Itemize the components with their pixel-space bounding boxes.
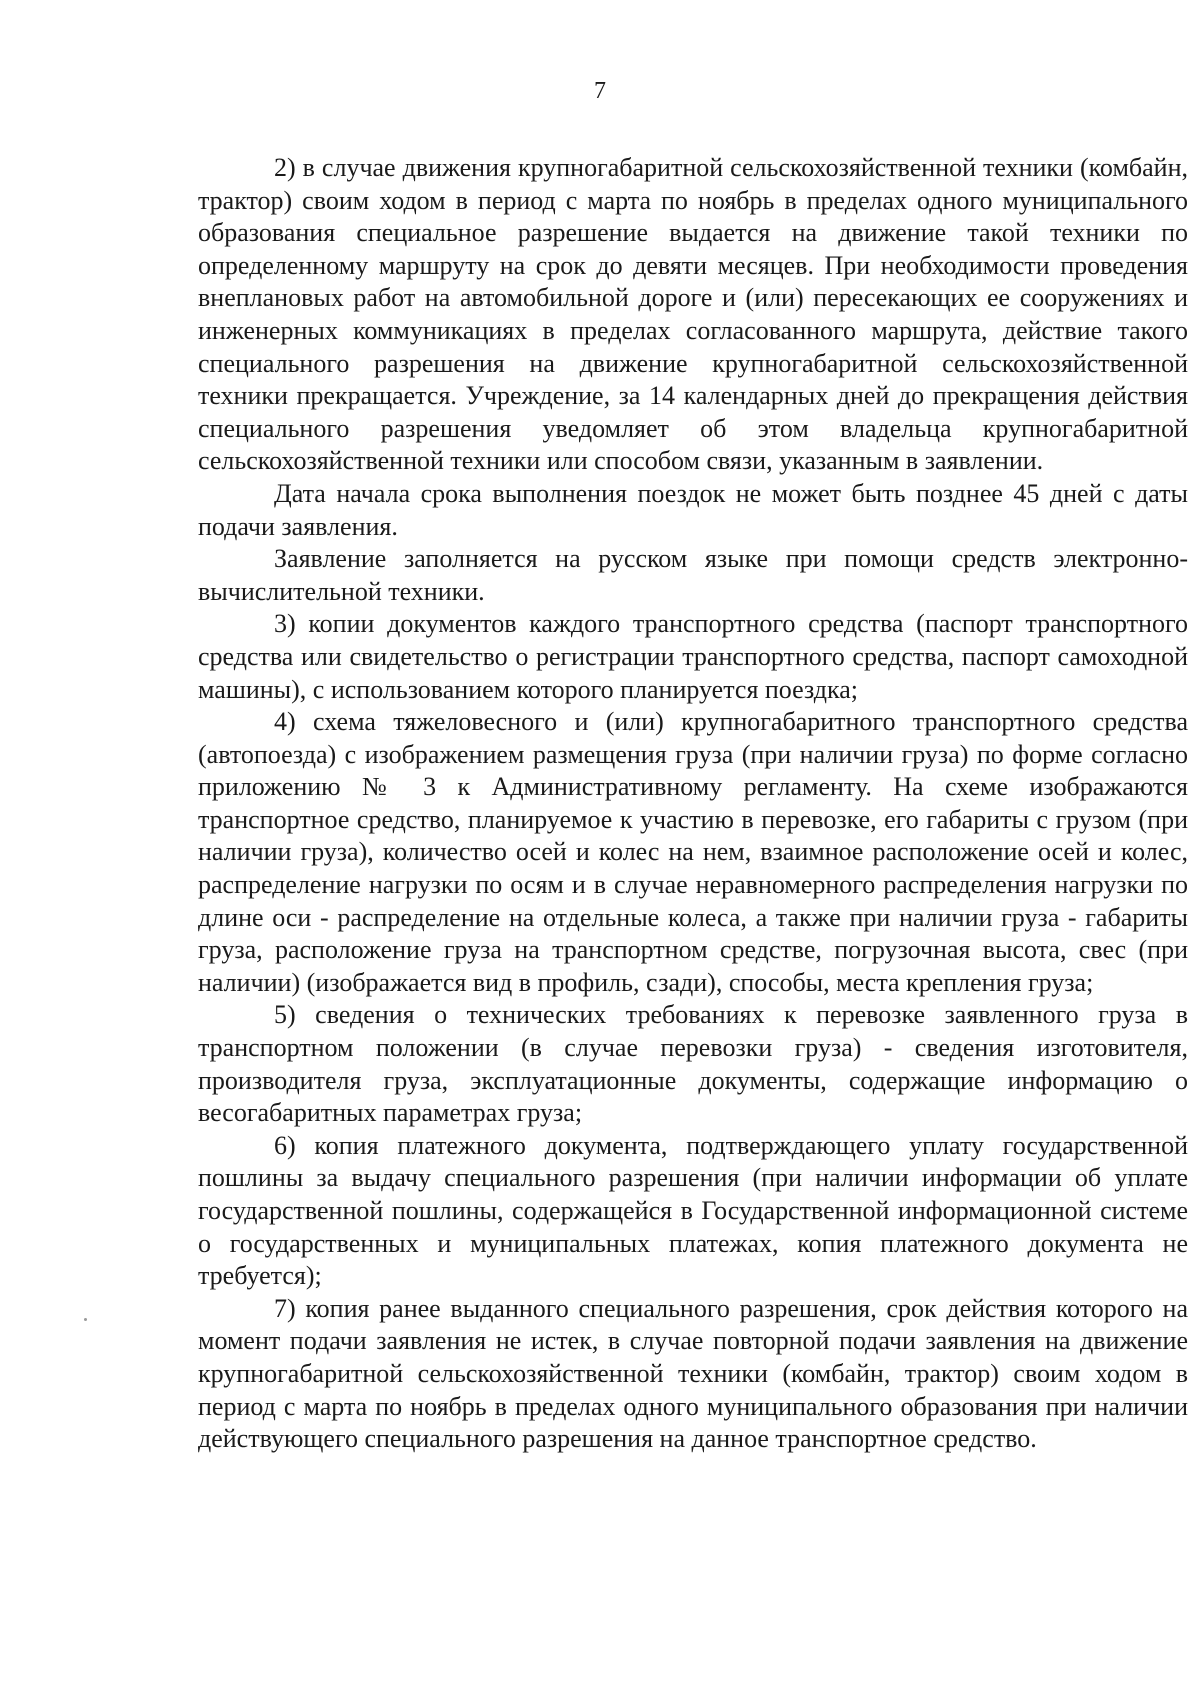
paragraph-item-7: 7) копия ранее выданного специального разрешения, срок действия которого на момент подачи заявления не истек, в случае повторной подачи заявления на движение крупногабаритной сельскохозяйственной техники (комбайн, трактор) своим ходом в период с марта по ноябрь в пределах одного муниципального образования при наличии действующего специального разрешения на данное транспортное средство. bbox=[198, 1293, 1188, 1454]
paragraph-trip-start-date: Дата начала срока выполнения поездок не может быть позднее 45 дней с даты подачи заявления. bbox=[198, 478, 1188, 541]
paragraph-item-6: 6) копия платежного документа, подтверждающего уплату государственной пошлины за выдачу специального разрешения (при наличии информации об уплате государственной пошлины, содержащейся в Государственной информационной системе о государственных и муниципальных платежах, копия платежного документа не требуется); bbox=[198, 1130, 1188, 1291]
page-number: 7 bbox=[594, 78, 606, 104]
paragraph-item-5: 5) сведения о технических требованиях к перевозке заявленного груза в транспортном положении (в случае перевозки груза) - сведения изготовителя, производителя груза, эксплуатационные документы, содержащие информацию о весогабаритных параметрах груза; bbox=[198, 1000, 1188, 1128]
document-body bbox=[198, 152, 1188, 1456]
paragraph-item-4: 4) схема тяжеловесного и (или) крупногабаритного транспортного средства (автопоезда) с изображением размещения груза (при наличии груза) по форме согласно приложению № 3 к Административному регламенту. На схеме изображаются транспортное средство, планируемое к участию в перевозке, его габариты с грузом (при наличии груза), количество осей и колес на нем, взаимное расположение осей и колес, распределение нагрузки по осям и в случае неравномерного распределения нагрузки по длине оси - распределение на отдельные колеса, а также при наличии груза - габариты груза, расположение груза на транспортном средстве, погрузочная высота, свес (при наличии) (изображается вид в профиль, сзади), способы, места крепления груза; bbox=[198, 707, 1188, 997]
paragraph-item-2: 2) в случае движения крупногабаритной сельскохозяйственной техники (комбайн, трактор) своим ходом в период с марта по ноябрь в пределах одного муниципального образования специальное разрешение выдается на движение такой техники по определенному маршруту на срок до девяти месяцев. При необходимости проведения внеплановых работ на автомобильной дороге и (или) пересекающих ее сооружениях и инженерных коммуникациях в пределах согласованного маршрута, действие такого специального разрешения на движение крупногабаритной сельскохозяйственной техники прекращается. Учреждение, за 14 календарных дней до прекращения действия специального разрешения уведомляет об этом владельца крупногабаритной сельскохозяйственной техники или способом связи, указанным в заявлении. bbox=[198, 153, 1188, 476]
scan-speck bbox=[84, 1318, 87, 1321]
paragraph-item-3: 3) копии документов каждого транспортного средства (паспорт транспортного средства или свидетельство о регистрации транспортного средства, паспорт самоходной машины), с использованием которого планируется поездка; bbox=[198, 609, 1188, 704]
paragraph-application-language: Заявление заполняется на русском языке при помощи средств электронно-вычислительной техники. bbox=[198, 544, 1188, 606]
